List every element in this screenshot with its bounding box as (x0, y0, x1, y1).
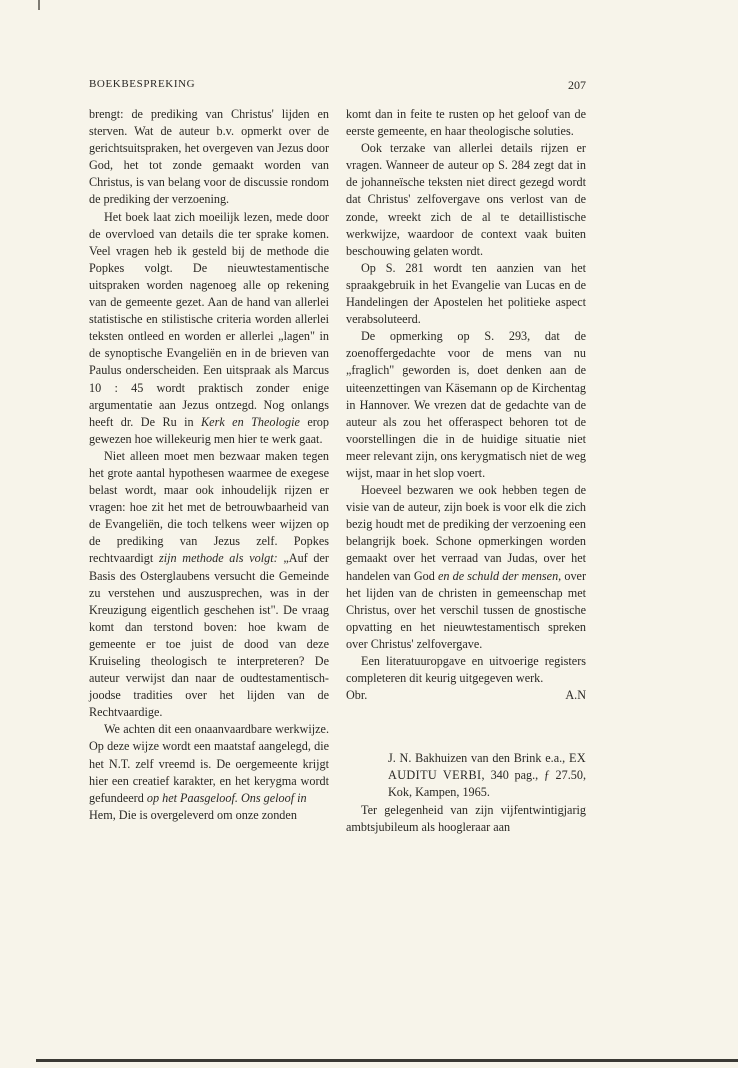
right-paragraph-5 (346, 482, 586, 653)
signoff-initials: A.N (565, 688, 586, 703)
signoff (346, 687, 586, 704)
left-p4-italic: op het Paasgeloof. Ons geloof in (146, 790, 307, 805)
left-paragraph-1: brengt: de prediking van Christus' lijden en sterven. Wat de auteur b.v. opmerkt over de gerichtsuitspraken, het overgeven van Jezus door God, het tot zonde gemaakt worden van Christus, is van belang voor de discussie rondom de prediking der verzoening. (89, 107, 329, 207)
left-p3-italic: zijn methode als volgt: (159, 551, 278, 566)
left-p2-text-end: erop gewezen hoe willekeurig men hier te werk gaat. (89, 414, 329, 446)
right-p5-text-end: over het lijden van de christen in gemeenschap met Christus, over het verschil tussen de gnostische opvatting en het nieuwtestamentisch spreken over Christus' zelfovergave. (346, 568, 587, 651)
left-p2-text: Het boek laat zich moeilijk lezen, mede door de overvloed van details die ter sprake komen. Veel vragen heb ik gesteld bij de methode die Popkes volgt. De nieuwtestamentische uitspraken worden nagenoeg alle op rekening van de gemeente gezet. Aan de hand van allerlei statistische en stilistische criteria worden allerlei teksten ontleed en worden er allerlei „lagen" in de synoptische Evangeliën en in de brieven van Paulus onderscheiden. Een uitspraak als Marcus 10 : 45 wordt praktisch zonder enige argumentatie aan Jezus ontzegd. Nog onlangs heeft dr. De Ru in (89, 209, 329, 429)
book-pages: 340 pag., (490, 768, 539, 783)
right-p5-text: Hoeveel bezwaren we ook hebben tegen de visie van de auteur, zijn boek is voor elk die zich bezig houdt met de prediking der verzoening een belangrijk boek. Schone opmerkingen worden gemaakt over het verraad van Judas, over het handelen van God (346, 483, 586, 583)
right-p5-italic: en de schuld der mensen, (438, 568, 562, 583)
review-paragraph-1: Ter gelegenheid van zijn vijfentwintigjarig ambtsjubileum als hoogleraar aan (346, 802, 586, 834)
book-review-heading (346, 750, 586, 801)
book-title: EX AUDITU VERBI, (388, 751, 587, 783)
left-paragraph-2 (89, 209, 329, 448)
right-paragraph-3: Op S. 281 wordt ten aanzien van het spraakgebruik in het Evangelie van Lucas en de Handelingen der Apostelen het politieke aspect verabsoluteerd. (346, 260, 586, 327)
left-p3-text: Niet alleen moet men bezwaar maken tegen het grote aantal hypothesen waarmee de exegese belast wordt, maar ook inhoudelijk rijzen er vragen: hoe zit het met de betrouwbaarheid van de Evangeliën, die toch telkens weer wijzen op de prediking van Jezus zelf. Popkes rechtvaardigt (89, 448, 329, 566)
left-p4-text-end: Hem, Die is overgeleverd om onze zonden (89, 807, 297, 822)
left-paragraph-3 (89, 448, 329, 722)
book-authors: J. N. Bakhuizen van den Brink e.a., (388, 751, 566, 766)
right-paragraph-6: Een literatuuropgave en uitvoerige registers completeren dit keurig uitgegeven werk. (346, 654, 586, 686)
journal-title: Kerk en Theologie (201, 414, 300, 429)
scan-edge-bottom (36, 1059, 738, 1062)
right-paragraph-2: Ook terzake van allerlei details rijzen er vragen. Wanneer de auteur op S. 284 zegt dat in de johanneïsche teksten niet direct gezegd wordt dat Christus' zelfovergave ons verlost van de zonde, wreekt zich de al te detaillistische werkwijze, waardoor de context vaak buiten beschouwing gelaten wordt. (346, 141, 586, 258)
right-paragraph-4: De opmerking op S. 293, dat de zoenoffergedachte voor de mens van nu „fraglich" geworden is, doet denken aan de uiteenzettingen van Käsemann op de Kirchentag in Hannover. We vrezen dat de gedachte van de auteur als zou het offeraspect behoren tot de voorstellingen die in de huidige situatie niet meer relevant zijn, ons kerygmatisch niet de weg wijst, maar in het slop voert. (346, 329, 586, 480)
book-publisher: Kok, Kampen, 1965. (388, 785, 490, 800)
scan-edge-left (38, 0, 40, 10)
book-citation (388, 750, 586, 801)
page-number: 207 (568, 78, 586, 92)
left-p4-text: We achten dit een onaanvaardbare werkwijze. Op deze wijze wordt een maatstaf aangelegd, die het N.T. zelf vreemd is. De oergemeente krijgt hier een creatief karakter, en het kerygma wordt gefundeerd (89, 722, 329, 805)
signoff-left: Obr. (346, 688, 368, 703)
left-p3-text-end: „Auf der Basis des Osterglaubens versucht die Gemeinde zu verstehen und auszusprechen, was in der Kreuzigung eigentlich geschehen ist". De vraag komt dan terstond boven: hoe kwam de gemeente er toe juist de dood van deze Kruiseling theologisch te interpreteren? De auteur verwijst dan naar de oudtestamentisch-joodse tradities over het lijden van de Rechtvaardige. (89, 551, 329, 720)
left-column (89, 106, 329, 824)
right-column (346, 106, 586, 836)
running-head-title: BOEKBESPREKING (89, 78, 196, 90)
right-paragraph-1: komt dan in feite te rusten op het geloof van de eerste gemeente, en haar theologische soluties. (346, 107, 586, 139)
book-price: ƒ 27.50, (543, 768, 587, 783)
left-paragraph-4 (89, 721, 329, 824)
